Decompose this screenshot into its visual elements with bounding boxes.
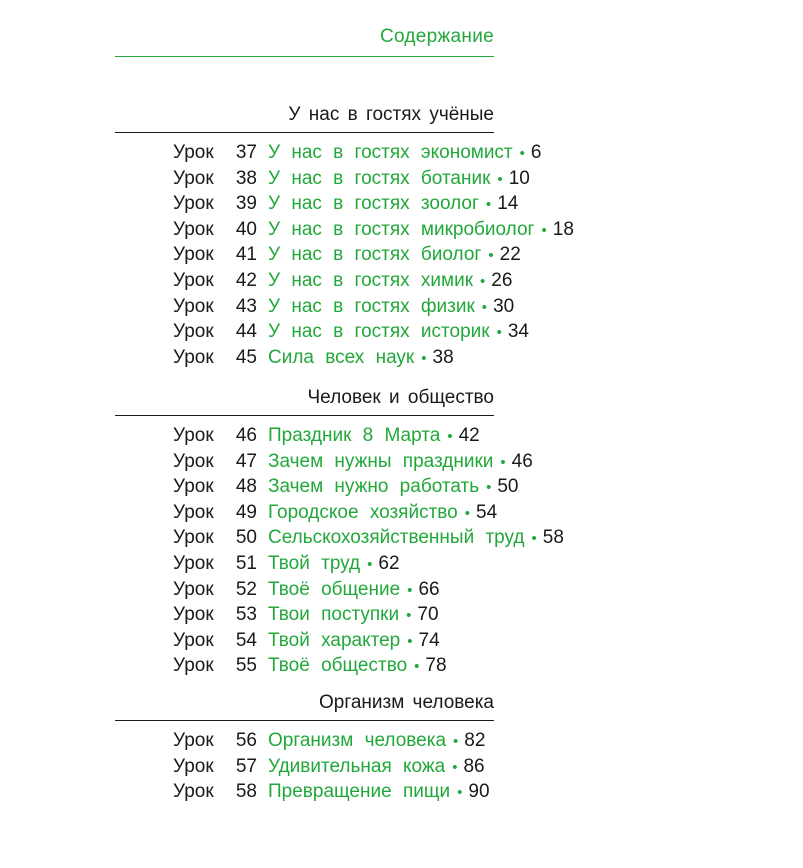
lesson-number: 51 xyxy=(235,552,257,574)
lesson-title: Праздник 8 Марта xyxy=(268,425,441,446)
lesson-number: 47 xyxy=(235,450,257,472)
bullet-separator: • xyxy=(541,221,547,239)
lesson-number: 42 xyxy=(235,269,257,291)
lesson-page-number: 30 xyxy=(493,295,515,317)
bullet-separator: • xyxy=(488,247,494,265)
lesson-page-number: 62 xyxy=(378,552,400,574)
lesson-title-link[interactable] xyxy=(268,140,541,167)
lesson-title-link[interactable] xyxy=(268,551,400,578)
lesson-page-number: 26 xyxy=(491,269,513,291)
lesson-label: Урок xyxy=(173,655,214,677)
lesson-title: Удивительная кожа xyxy=(268,755,446,777)
lesson-number: 49 xyxy=(235,501,257,523)
lesson-title: У нас в гостях экономист xyxy=(268,142,513,163)
lesson-row xyxy=(0,191,803,217)
lesson-label: Урок xyxy=(173,193,214,215)
lesson-title: Зачем нужно работать xyxy=(268,476,480,498)
lesson-title: У нас в гостях историк xyxy=(268,321,490,343)
lesson-number: 43 xyxy=(235,295,257,317)
bullet-separator: • xyxy=(457,784,463,802)
lesson-title: Сила всех наук xyxy=(268,346,415,368)
section-title-body: Организм человека xyxy=(318,692,494,713)
bullet-separator: • xyxy=(496,324,502,342)
lesson-title-link[interactable] xyxy=(268,268,512,295)
lesson-page-number: 50 xyxy=(497,476,519,498)
lesson-page-number: 70 xyxy=(417,604,439,626)
lesson-row xyxy=(0,140,803,166)
bullet-separator: • xyxy=(407,632,413,650)
lesson-number: 38 xyxy=(235,167,257,189)
lesson-title: Твой характер xyxy=(268,629,401,651)
lesson-row xyxy=(0,602,803,628)
section-title-scientists: У нас в гостях учёные xyxy=(288,104,494,125)
lesson-row xyxy=(0,166,803,192)
bullet-separator: • xyxy=(464,504,470,522)
lesson-list-body xyxy=(0,728,803,805)
bullet-separator: • xyxy=(486,479,492,497)
lesson-label: Урок xyxy=(173,269,214,291)
lesson-page-number: 6 xyxy=(530,142,542,163)
lesson-row xyxy=(0,728,803,754)
bullet-separator: • xyxy=(447,428,453,445)
lesson-label: Урок xyxy=(173,552,214,574)
lesson-title: Превращение пищи xyxy=(268,781,451,803)
bullet-separator: • xyxy=(500,453,506,471)
lesson-number: 41 xyxy=(235,244,257,266)
lesson-label: Урок xyxy=(173,730,214,751)
lesson-number: 56 xyxy=(235,730,257,751)
bullet-separator: • xyxy=(481,298,488,316)
page-title: Содержание xyxy=(379,26,494,47)
lesson-title-link[interactable] xyxy=(268,449,533,476)
lesson-row xyxy=(0,217,803,243)
bullet-separator: • xyxy=(407,581,413,599)
lesson-row xyxy=(0,423,803,449)
lesson-row xyxy=(0,754,803,780)
lesson-label: Урок xyxy=(173,142,214,163)
lesson-label: Урок xyxy=(173,781,214,803)
lesson-page-number: 82 xyxy=(464,730,486,751)
lesson-title: Сельскохозяйственный труд xyxy=(268,527,525,549)
lesson-list-society xyxy=(0,423,803,679)
lesson-page-number: 10 xyxy=(508,167,530,189)
lesson-title: Зачем нужны праздники xyxy=(268,450,494,472)
lesson-title-link[interactable] xyxy=(268,500,497,527)
bullet-separator: • xyxy=(452,758,458,776)
lesson-number: 46 xyxy=(235,425,257,446)
lesson-row xyxy=(0,525,803,551)
lesson-page-number: 66 xyxy=(418,578,440,600)
lesson-row xyxy=(0,242,803,268)
lesson-title-link[interactable] xyxy=(268,653,447,680)
section-title-society: Человек и общество xyxy=(307,387,494,408)
lesson-number: 44 xyxy=(235,321,257,343)
lesson-label: Урок xyxy=(173,321,214,343)
lesson-label: Урок xyxy=(173,755,214,777)
lesson-number: 53 xyxy=(235,604,257,626)
lesson-label: Урок xyxy=(173,629,214,651)
bullet-separator: • xyxy=(421,349,427,367)
lesson-page-number: 58 xyxy=(542,527,564,549)
lesson-title-link[interactable] xyxy=(268,577,440,604)
lesson-page-number: 38 xyxy=(432,346,454,368)
lesson-label: Урок xyxy=(173,476,214,498)
section-divider xyxy=(115,415,494,416)
lesson-row xyxy=(0,628,803,654)
lesson-label: Урок xyxy=(173,578,214,600)
lesson-title-link[interactable] xyxy=(268,525,564,552)
lesson-list-scientists xyxy=(0,140,803,370)
lesson-title-link[interactable] xyxy=(268,217,574,244)
lesson-label: Урок xyxy=(173,167,214,189)
lesson-row xyxy=(0,653,803,679)
lesson-row xyxy=(0,294,803,320)
lesson-title-link[interactable] xyxy=(268,754,485,781)
lesson-title-link[interactable] xyxy=(268,191,518,218)
lesson-title: Твои поступки xyxy=(268,604,400,626)
lesson-number: 45 xyxy=(235,346,257,368)
lesson-title: У нас в гостях микробиолог xyxy=(268,218,535,240)
lesson-row xyxy=(0,268,803,294)
bullet-separator: • xyxy=(406,607,412,625)
lesson-title: Твоё общение xyxy=(268,578,401,600)
lesson-title: У нас в гостях физик xyxy=(268,295,475,317)
bullet-separator: • xyxy=(367,555,373,573)
lesson-number: 55 xyxy=(235,655,257,677)
lesson-title-link[interactable] xyxy=(268,345,454,372)
lesson-number: 39 xyxy=(235,193,257,215)
bullet-separator: • xyxy=(519,145,525,162)
lesson-number: 52 xyxy=(235,578,257,600)
lesson-page-number: 74 xyxy=(418,629,440,651)
lesson-title-link[interactable] xyxy=(268,602,439,629)
lesson-label: Урок xyxy=(173,425,214,446)
lesson-title-link[interactable] xyxy=(268,628,440,655)
lesson-label: Урок xyxy=(173,244,214,266)
lesson-title-link[interactable] xyxy=(268,728,485,755)
lesson-title-link[interactable] xyxy=(268,779,490,806)
lesson-page-number: 54 xyxy=(476,501,498,523)
lesson-row xyxy=(0,345,803,371)
title-divider xyxy=(115,56,494,57)
lesson-row xyxy=(0,449,803,475)
lesson-page-number: 14 xyxy=(497,193,519,215)
lesson-title: Городское хозяйство xyxy=(268,501,458,523)
lesson-number: 37 xyxy=(235,142,257,163)
lesson-row xyxy=(0,500,803,526)
lesson-title: Твоё общество xyxy=(268,655,408,677)
lesson-number: 50 xyxy=(235,527,257,549)
lesson-page-number: 22 xyxy=(499,244,521,266)
lesson-title-link[interactable] xyxy=(268,166,530,193)
lesson-page-number: 18 xyxy=(552,218,574,240)
lesson-number: 54 xyxy=(235,629,257,651)
lesson-label: Урок xyxy=(173,501,214,523)
lesson-label: Урок xyxy=(173,604,214,626)
bullet-separator: • xyxy=(531,530,537,548)
bullet-separator: • xyxy=(414,658,420,676)
section-divider xyxy=(115,132,494,133)
lesson-title: Твой труд xyxy=(268,552,361,574)
lesson-label: Урок xyxy=(173,218,214,240)
bullet-separator: • xyxy=(485,196,492,214)
lesson-label: Урок xyxy=(173,295,214,317)
lesson-row xyxy=(0,319,803,345)
lesson-row xyxy=(0,474,803,500)
lesson-row xyxy=(0,577,803,603)
lesson-page-number: 78 xyxy=(425,655,447,677)
lesson-title-link[interactable] xyxy=(268,242,521,269)
lesson-title-link[interactable] xyxy=(268,423,480,450)
bullet-separator: • xyxy=(453,733,459,750)
lesson-title: У нас в гостях зоолог xyxy=(268,193,479,215)
lesson-page-number: 86 xyxy=(463,755,485,777)
lesson-number: 40 xyxy=(235,218,257,240)
lesson-page-number: 42 xyxy=(458,425,480,446)
lesson-title: Организм человека xyxy=(268,730,447,751)
lesson-number: 57 xyxy=(235,755,257,777)
lesson-label: Урок xyxy=(173,346,214,368)
lesson-title: У нас в гостях ботаник xyxy=(268,167,491,189)
lesson-page-number: 34 xyxy=(507,321,529,343)
lesson-row xyxy=(0,551,803,577)
lesson-title-link[interactable] xyxy=(268,294,514,321)
lesson-page-number: 46 xyxy=(511,450,533,472)
bullet-separator: • xyxy=(497,170,503,188)
lesson-title-link[interactable] xyxy=(268,474,519,501)
lesson-label: Урок xyxy=(173,527,214,549)
bullet-separator: • xyxy=(480,272,486,290)
lesson-title: У нас в гостях биолог xyxy=(268,244,482,266)
lesson-label: Урок xyxy=(173,450,214,472)
lesson-page-number: 90 xyxy=(468,781,490,803)
lesson-number: 58 xyxy=(235,781,257,803)
section-divider xyxy=(115,720,494,721)
lesson-number: 48 xyxy=(235,476,257,498)
lesson-title-link[interactable] xyxy=(268,319,529,346)
lesson-row xyxy=(0,779,803,805)
lesson-title: У нас в гостях химик xyxy=(268,269,474,291)
